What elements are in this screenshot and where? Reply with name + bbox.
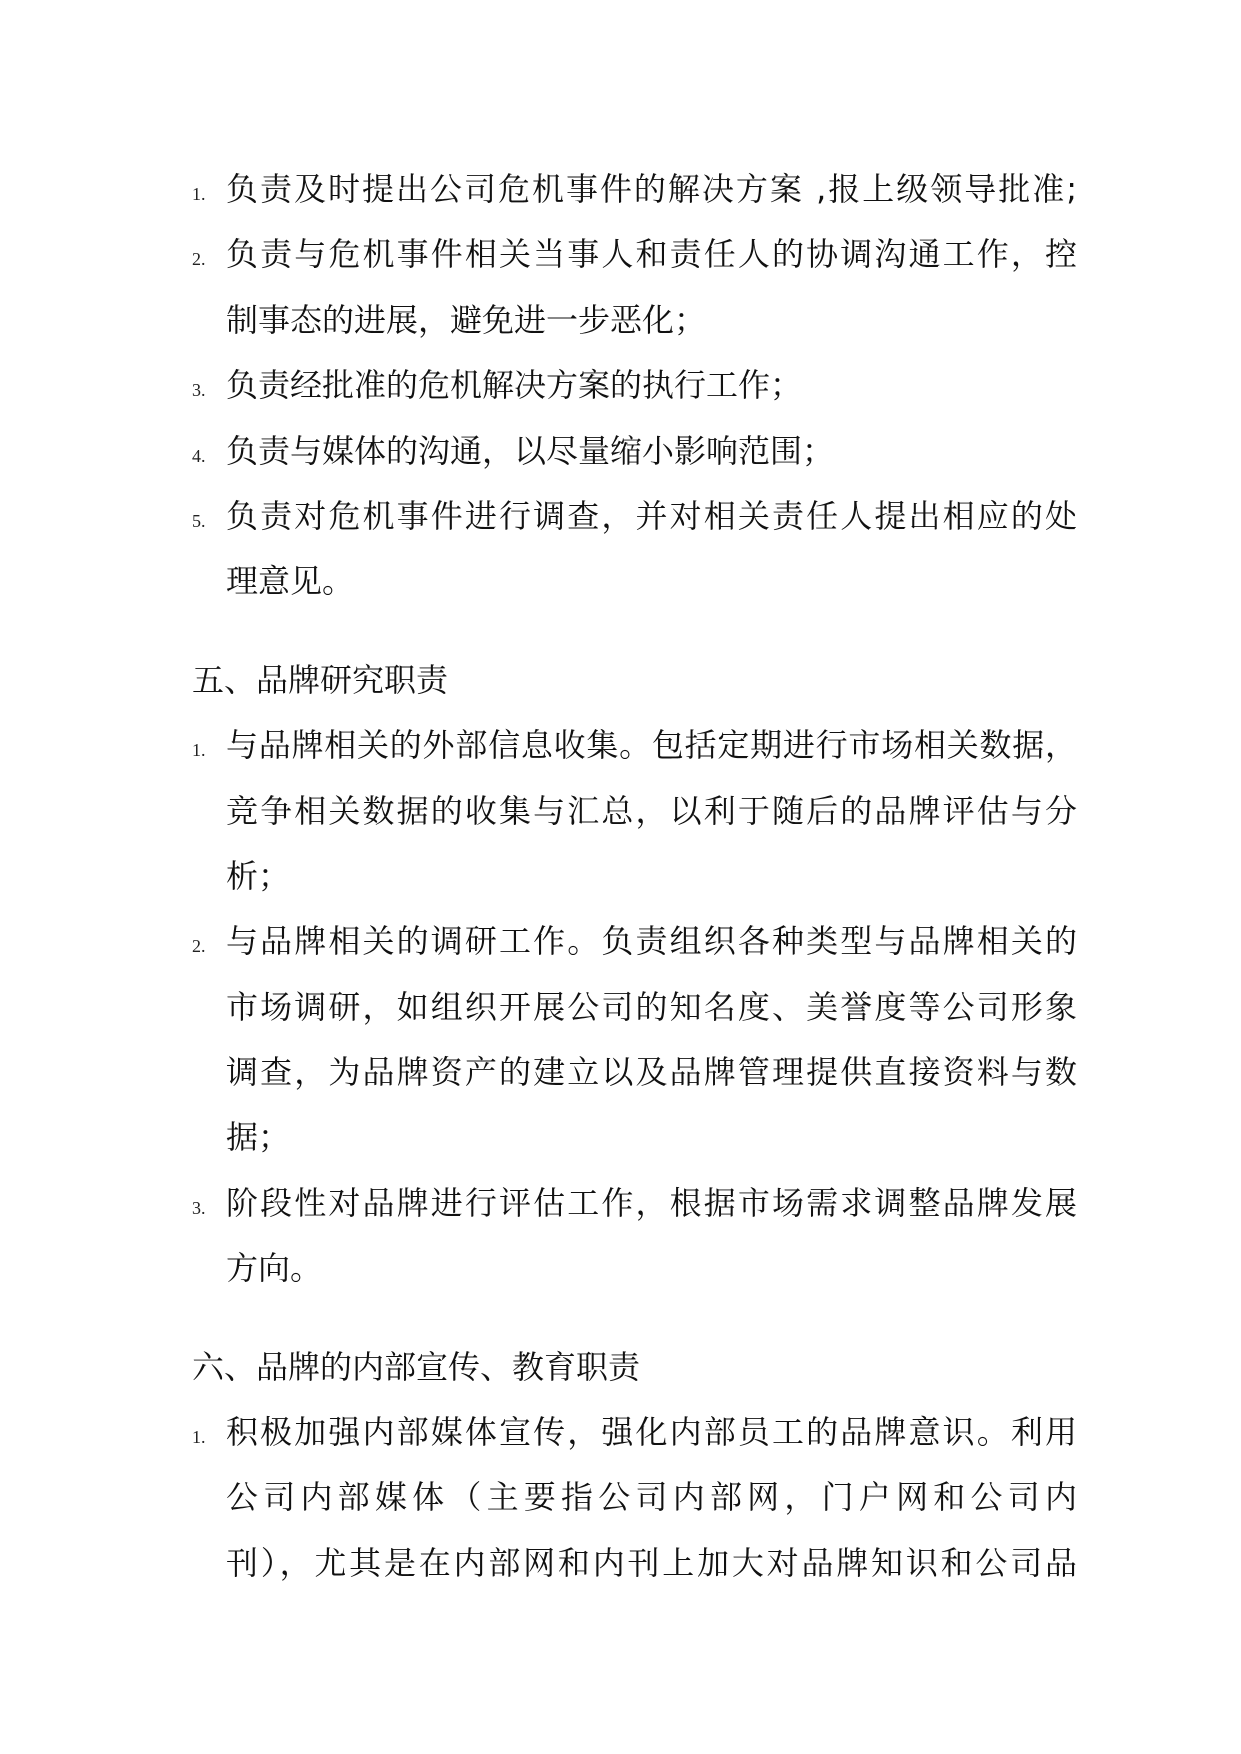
- numbered-list: [192, 157, 1077, 615]
- list-number: 1.: [192, 1427, 206, 1448]
- list-item-text: 理意见。: [226, 562, 355, 601]
- list-item: [192, 484, 1077, 615]
- list-item-text: 刊），尤其是在内部网和内刊上加大对品牌知识和公司品: [226, 1543, 1077, 1582]
- list-number: 3.: [192, 380, 206, 401]
- list-item-text: 负责与媒体的沟通，以尽量缩小影响范围；: [226, 431, 835, 470]
- list-item-text: 阶段性对品牌进行评估工作，根据市场需求调整品牌发展: [226, 1183, 1077, 1222]
- list-item: [192, 1171, 1077, 1302]
- list-item-text: 负责及时提出公司危机事件的解决方案 ,报上级领导批准;: [226, 170, 1077, 208]
- list-item: [192, 157, 1077, 222]
- numbered-list: [192, 713, 1077, 1302]
- list-number: 3.: [192, 1197, 206, 1218]
- list-item: [192, 222, 1077, 353]
- list-item: [192, 909, 1077, 1171]
- page-content: [192, 157, 1077, 1596]
- list-item: [192, 419, 1077, 484]
- list-number: 2.: [192, 936, 206, 957]
- list-number: 4.: [192, 445, 206, 466]
- list-number: 1.: [192, 740, 206, 761]
- section-heading: 五、品牌研究职责: [192, 660, 449, 699]
- list-item-text: 公司内部媒体（主要指公司内部网，门户网和公司内: [226, 1478, 1077, 1517]
- list-number: 1.: [192, 184, 206, 204]
- list-item-text: 市场调研，如组织开展公司的知名度、美誉度等公司形象: [226, 987, 1077, 1026]
- section-heading: 六、品牌的内部宣传、教育职责: [192, 1347, 641, 1386]
- list-item: [192, 1400, 1077, 1596]
- list-item-text: 负责经批准的危机解决方案的执行工作；: [226, 366, 803, 405]
- list-item-text: 调查，为品牌资产的建立以及品牌管理提供直接资料与数: [226, 1053, 1077, 1092]
- list-item-text: 负责与危机事件相关当事人和责任人的协调沟通工作，控: [226, 235, 1077, 274]
- list-number: 2.: [192, 249, 206, 270]
- list-number: 5.: [192, 510, 206, 531]
- list-item-text: 析；: [226, 856, 291, 895]
- list-item-text: 与品牌相关的外部信息收集。包括定期进行市场相关数据，: [226, 726, 1077, 765]
- list-item-text: 竞争相关数据的收集与汇总，以利于随后的品牌评估与分: [226, 791, 1077, 830]
- numbered-list: [192, 1400, 1077, 1596]
- list-item-text: 据；: [226, 1118, 291, 1157]
- list-item-text: 制事态的进展，避免进一步恶化；: [226, 300, 707, 339]
- list-item: [192, 353, 1077, 418]
- list-item-text: 负责对危机事件进行调查，并对相关责任人提出相应的处: [226, 496, 1077, 535]
- list-item-text: 与品牌相关的调研工作。负责组织各种类型与品牌相关的: [226, 922, 1077, 961]
- list-item-text: 方向。: [226, 1249, 323, 1288]
- list-item-text: 积极加强内部媒体宣传，强化内部员工的品牌意识。利用: [226, 1413, 1077, 1452]
- list-item: [192, 713, 1077, 909]
